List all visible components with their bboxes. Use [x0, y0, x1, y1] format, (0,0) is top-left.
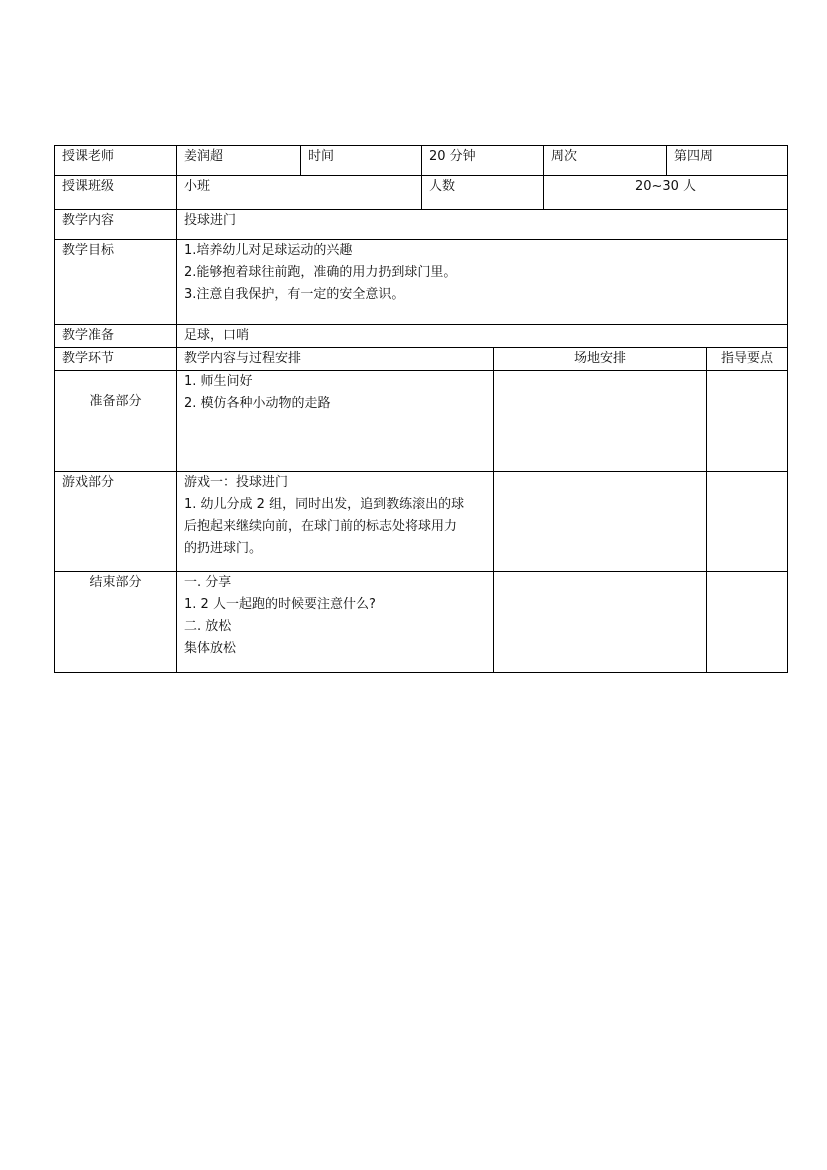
content-line: 二. 放松: [184, 619, 232, 634]
table-row: [55, 371, 788, 472]
header-stage: 教学环节: [55, 348, 177, 371]
plan-header-row: [55, 348, 788, 371]
content-label: 教学内容: [55, 210, 177, 240]
content-line: 1. 师生问好: [184, 374, 253, 389]
guidance-cell: [707, 472, 788, 572]
prep-value: 足球，口哨: [177, 325, 788, 348]
time-value: 20 分钟: [422, 146, 544, 176]
content-value: 投球进门: [177, 210, 788, 240]
goal-item: 2.能够抱着球往前跑，准确的用力扔到球门里。: [184, 265, 457, 280]
content-line: 2. 模仿各种小动物的走路: [184, 396, 331, 411]
class-row: [55, 176, 788, 210]
count-label: 人数: [422, 176, 544, 210]
class-label: 授课班级: [55, 176, 177, 210]
goal-item: 1.培养幼儿对足球运动的兴趣: [184, 243, 353, 258]
content-line: 的扔进球门。: [184, 541, 263, 556]
guidance-cell: [707, 371, 788, 472]
content-line: 1. 幼儿分成 2 组，同时出发，追到教练滚出的球: [184, 497, 465, 512]
venue-cell: [494, 371, 707, 472]
stage-content: [177, 472, 494, 572]
lesson-plan-table: [54, 347, 788, 673]
goals-label: 教学目标: [55, 240, 177, 325]
header-venue: 场地安排: [494, 348, 707, 371]
table-row: [55, 472, 788, 572]
stage-label: 结束部分: [55, 572, 177, 673]
goal-item: 3.注意自我保护，有一定的安全意识。: [184, 287, 405, 302]
week-label: 周次: [544, 146, 667, 176]
teacher-value: 姜润超: [177, 146, 301, 176]
time-label: 时间: [301, 146, 422, 176]
goals-list: [177, 240, 788, 325]
stage-label: 准备部分: [55, 371, 177, 472]
teacher-label: 授课老师: [55, 146, 177, 176]
content-row: [55, 210, 788, 240]
content-line: 一. 分享: [184, 575, 232, 590]
teacher-row: [55, 146, 788, 176]
venue-cell: [494, 572, 707, 673]
stage-content: [177, 572, 494, 673]
stage-content: [177, 371, 494, 472]
content-line: 集体放松: [184, 641, 237, 656]
content-line: 游戏一：投球进门: [184, 475, 289, 490]
content-line: 后抱起来继续向前，在球门前的标志处将球用力: [184, 519, 458, 534]
content-line: 1. 2 人一起跑的时候要注意什么?: [184, 597, 376, 612]
prep-label: 教学准备: [55, 325, 177, 348]
week-value: 第四周: [667, 146, 788, 176]
table-row: [55, 572, 788, 673]
lesson-info-table: [54, 145, 788, 348]
stage-label: 游戏部分: [55, 472, 177, 572]
header-guidance: 指导要点: [707, 348, 788, 371]
class-value: 小班: [177, 176, 422, 210]
header-content: 教学内容与过程安排: [177, 348, 494, 371]
venue-cell: [494, 472, 707, 572]
count-value: 20~30 人: [544, 176, 788, 210]
goals-row: [55, 240, 788, 325]
prep-row: [55, 325, 788, 348]
guidance-cell: [707, 572, 788, 673]
